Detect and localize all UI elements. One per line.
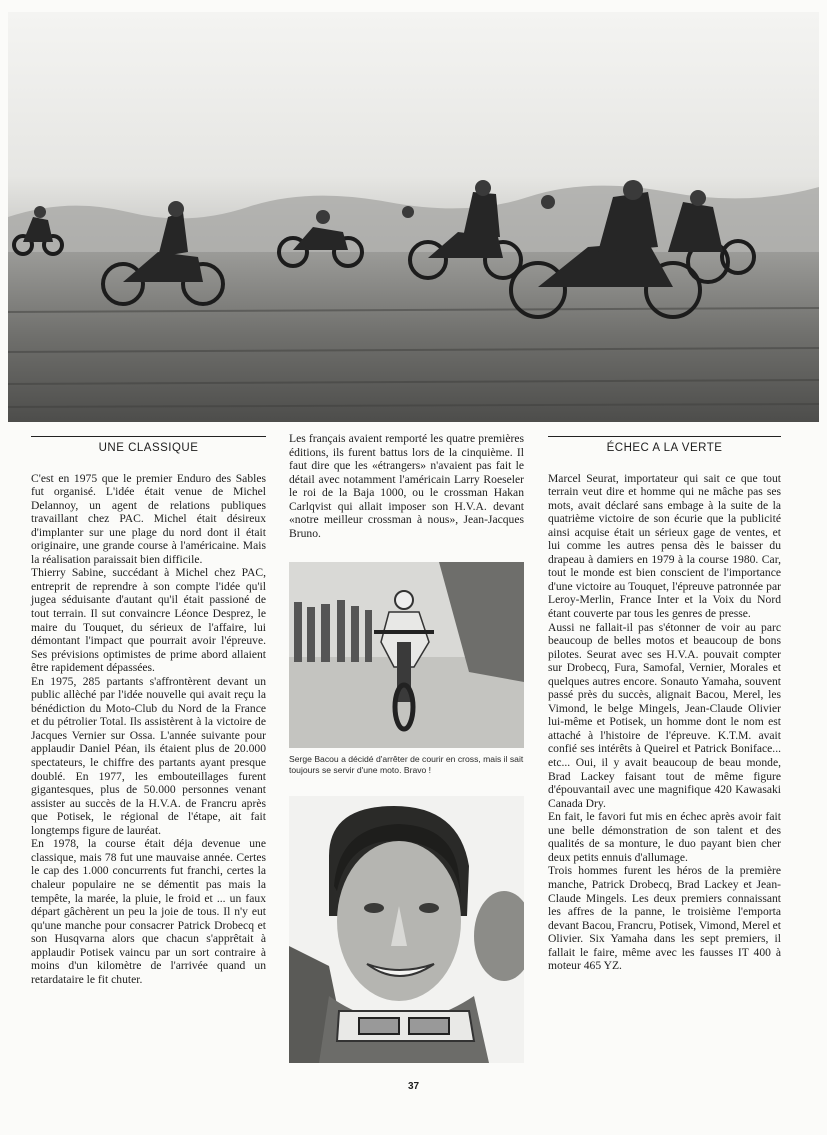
paragraph: Trois hommes furent les héros de la première manche, Patrick Drobecq, Brad Lackey et Jean-Claude Mingels. Les deux premiers connaissant les affres de la panne, le troisième l'emporta devant Bacou, Francru, Potisek, Vimond, Merel et Olivier. Six Yamaha dans les sept premiers, il fallait le faire, même avec les fausses IT 400 à moteur 465 YZ. <box>548 864 781 973</box>
section-heading: ÉCHEC A LA VERTE <box>548 436 781 456</box>
paragraph: C'est en 1975 que le premier Enduro des Sables fut organisé. L'idée était venue de Michel Delannoy, un agent de relations publiques travaillant chez PAC. Michel était désireux d'implanter sur une plage du nord dont il était originaire, une grande course à l'américaine. Mais la réalisation paraissait bien difficile. <box>31 471 266 566</box>
paragraph: En 1978, la course était déja devenue une classique, mais 78 fut une mauvaise année. Certes le cap des 1.000 concurrents fut franchi, certes la chaleur populaire ne se démentit pas mais la tempête, la marée, la pluie, le froid et ... un faux départ gâchèrent un peu la joie de tous. Il n'y eut qu'une manche pour consacrer Patrick Drobecq et son Husqvarna alors que chacun s'apprêtait à applaudir Potisek vaincu par un sort contraire à moins d'un kilomètre de l'arrivée quand un retardataire le fit chuter. <box>31 837 266 986</box>
column-middle <box>289 432 524 540</box>
paragraph: Aussi ne fallait-il pas s'étonner de voir au parc beaucoup de belles motos et beaucoup de bons pilotes. Seurat avec ses H.V.A. pouvait compter sur Drobecq, Fura, Samofal, Vernier, Morales et quelques autres encore. Sonauto Yamaha, souvent passé près du succès, alignait Bacou, Merel, les Vimond, le belge Mingels, Jean-Claude Olivier lui-même et Potisek, un homme dont le nom est attaché à l'histoire de l'épreuve. K.T.M. avait confié ses intérêts à Queirel et Patrick Boniface... etc... Oui, il y avait beaucoup de beau monde, Brad Lackey faisant tout de même figure d'épouvantail avec une magnifique 420 Kawasaki Canada Dry. <box>548 620 781 810</box>
beach-start-photo <box>8 12 819 422</box>
paragraph: En fait, le favori fut mis en échec après avoir fait une belle démonstration de son talent et des qualités de sa monture, le duo payant bien cher deux petits ennuis d'allumage. <box>548 810 781 864</box>
portrait-photo <box>289 796 524 1063</box>
column-echec-a-la-verte <box>548 436 781 973</box>
photo-caption: Serge Bacou a décidé d'arrêter de courir en cross, mais il sait toujours se servir d'une moto. Bravo ! <box>289 754 524 775</box>
page-number: 37 <box>407 1081 420 1092</box>
paragraph: Les français avaient remporté les quatre premières éditions, ils furent battus lors de la cinquième. Il faut dire que les «étrangers» n'avaient pas fait le détail avec notamment l'américain Larry Roeseler le roi de la Baja 1000, ou le crossman Hakan Carlqvist qui allait imposer son H.V.A. devant «notre meilleur crossman à nous», Jean-Jacques Bruno. <box>289 432 524 540</box>
paragraph: Marcel Seurat, importateur qui sait ce que tout terrain veut dire et homme qui ne mâche pas ses mots, avait déclaré sans embage à la suite de la quatrième victoire de son écurie que la publicité ainsi acquise était un sérieux gage de ventes, et lui comme les autres pensa dès le baisser du drapeau à damiers en 1979 à la course 1980. Car, tout le monde est bien conscient de l'importance d'une victoire au Touquet, l'épreuve patronnée par Leroy-Merlin, France Inter et la Voix du Nord étant couverte par tous les genres de presse. <box>548 471 781 621</box>
column-une-classique <box>31 436 266 986</box>
paragraph: Thierry Sabine, succédant à Michel chez PAC, entreprit de reprendre à son compte l'idée qu'il jugea séduisante d'autant qu'il était passioné de tout terrain. Il sut convaincre Léonce Desprez, le maire du Touquet, du sérieux de l'affaire, lui démontant l'impact que pourrait avoir l'épreuve. Ses prévisions optimistes de prime abord allaient être rapidement dépassées. <box>31 566 266 675</box>
section-heading: UNE CLASSIQUE <box>31 436 266 456</box>
rider-photo <box>289 562 524 748</box>
paragraph: En 1975, 285 partants s'affrontèrent devant un public allèché par l'idée nouvelle qui avait reçu la bénédiction du Moto-Club du Nord de la France et du pétrolier Total. Ils assistèrent à la victoire de Jacques Vernier sur Ossa. L'année suivante pour applaudir Daniel Péan, ils étaient plus de 20.000 spectateurs, le chiffre des partants ayant presque doublé. En 1977, les embouteillages furent gigantesques, plus de 50.000 personnes venant assister au succès de la H.V.A. de Francru après que Potisek, le régional de l'étape, ait fait longtemps figure de lauréat. <box>31 674 266 837</box>
